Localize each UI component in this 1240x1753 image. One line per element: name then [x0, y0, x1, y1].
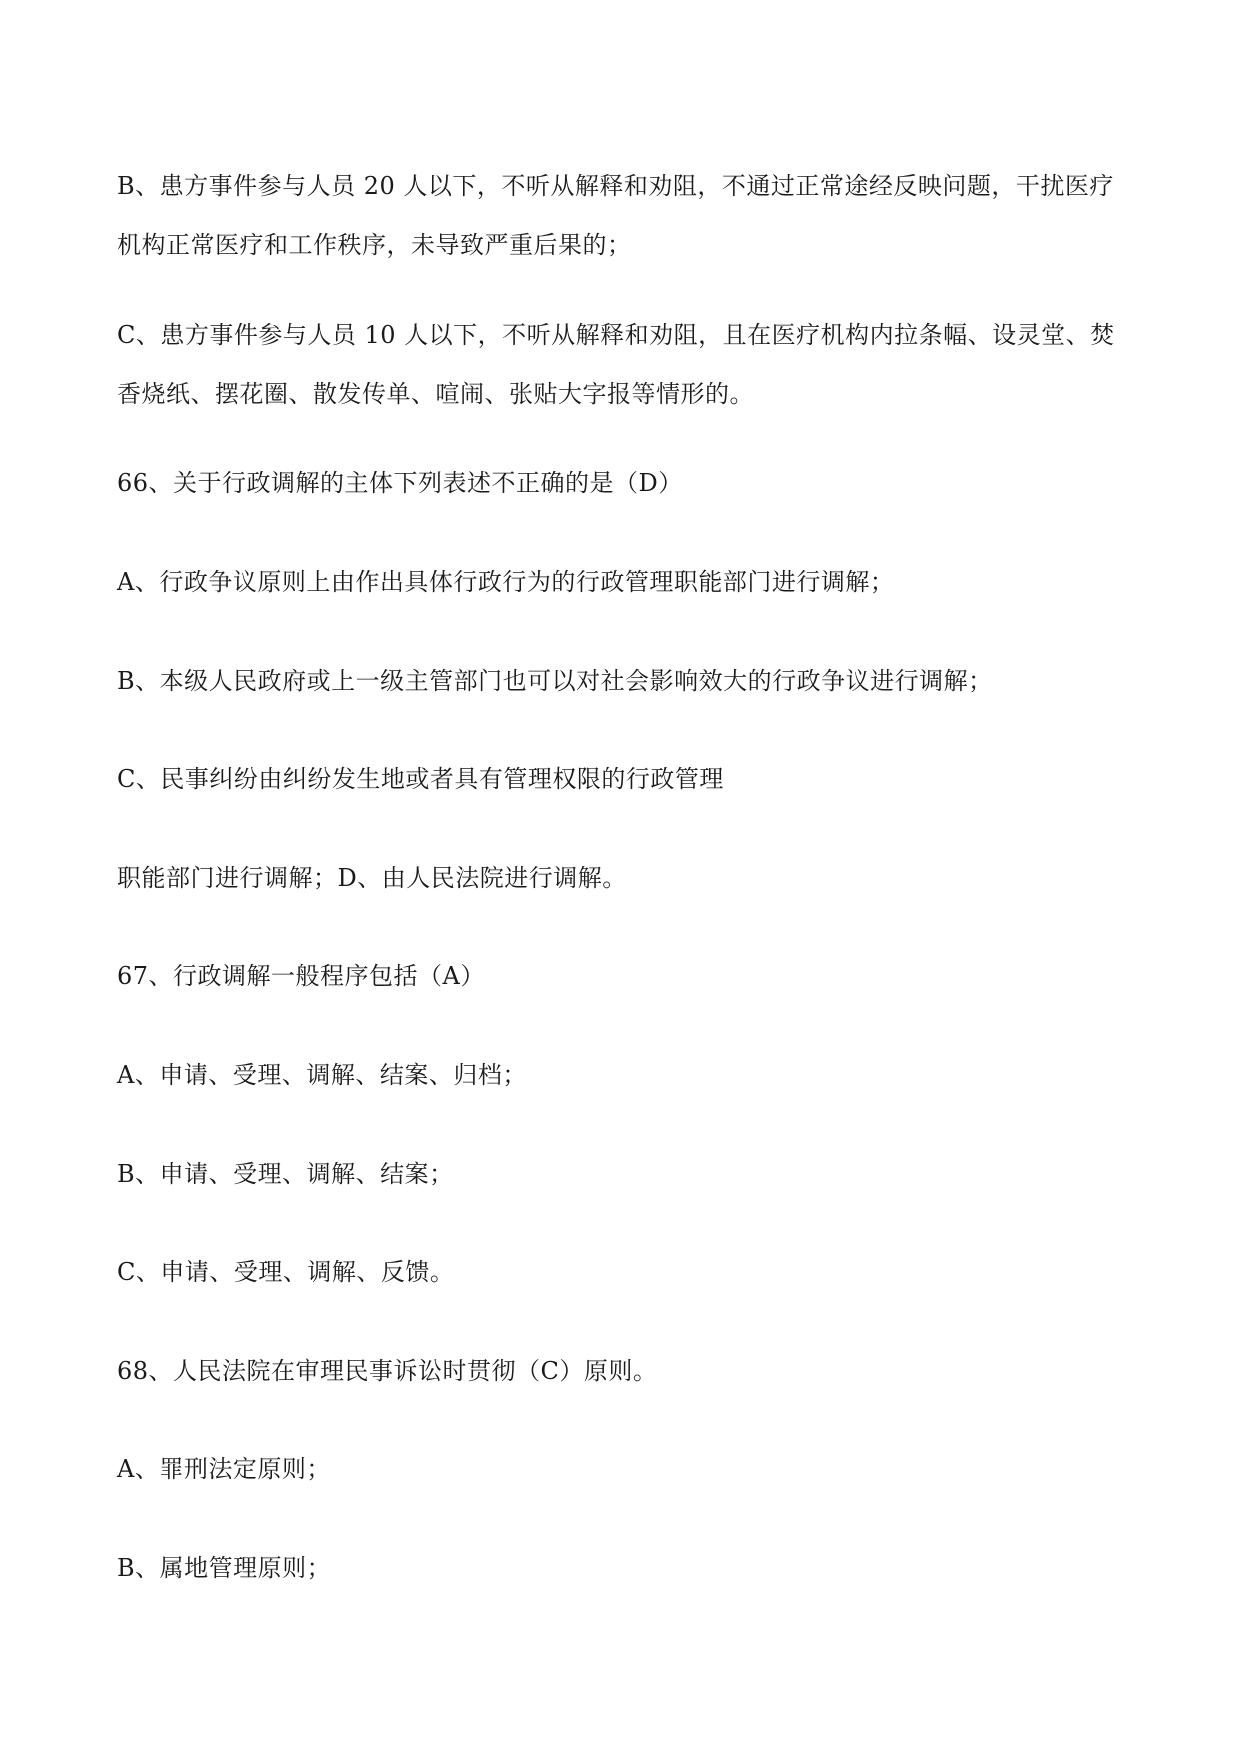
q67-option-c: C、申请、受理、调解、反馈。 — [117, 1258, 455, 1286]
question-68: 68、人民法院在审理民事诉讼时贯彻（C）原则。 — [117, 1357, 658, 1385]
option-b-line-1: B、患方事件参与人员 20 人以下，不听从解释和劝阻，不通过正常途经反映问题，干扰医疗 — [117, 172, 1114, 200]
q68-option-b: B、属地管理原则； — [117, 1554, 332, 1582]
option-c-line-2: 香烧纸、摆花圈、散发传单、喧闹、张贴大字报等情形的。 — [117, 380, 754, 408]
q66-option-c: C、民事纠纷由纠纷发生地或者具有管理权限的行政管理 — [117, 765, 724, 793]
q66-option-c-cont: 职能部门进行调解；D、由人民法院进行调解。 — [117, 864, 627, 892]
option-c-line-1: C、患方事件参与人员 10 人以下，不听从解释和劝阻，且在医疗机构内拉条幅、设灵堂、焚 — [117, 321, 1115, 349]
q66-option-b: B、本级人民政府或上一级主管部门也可以对社会影响效大的行政争议进行调解； — [117, 667, 993, 695]
q68-option-a: A、罪刑法定原则； — [117, 1455, 331, 1483]
question-67: 67、行政调解一般程序包括（A） — [117, 962, 485, 990]
option-b-line-2: 机构正常医疗和工作秩序，未导致严重后果的； — [117, 231, 632, 259]
question-66: 66、关于行政调解的主体下列表述不正确的是（D） — [117, 469, 683, 497]
q66-option-a: A、行政争议原则上由作出具体行政行为的行政管理职能部门进行调解； — [117, 568, 895, 596]
q67-option-a: A、申请、受理、调解、结案、归档； — [117, 1061, 527, 1089]
q67-option-b: B、申请、受理、调解、结案； — [117, 1160, 454, 1188]
